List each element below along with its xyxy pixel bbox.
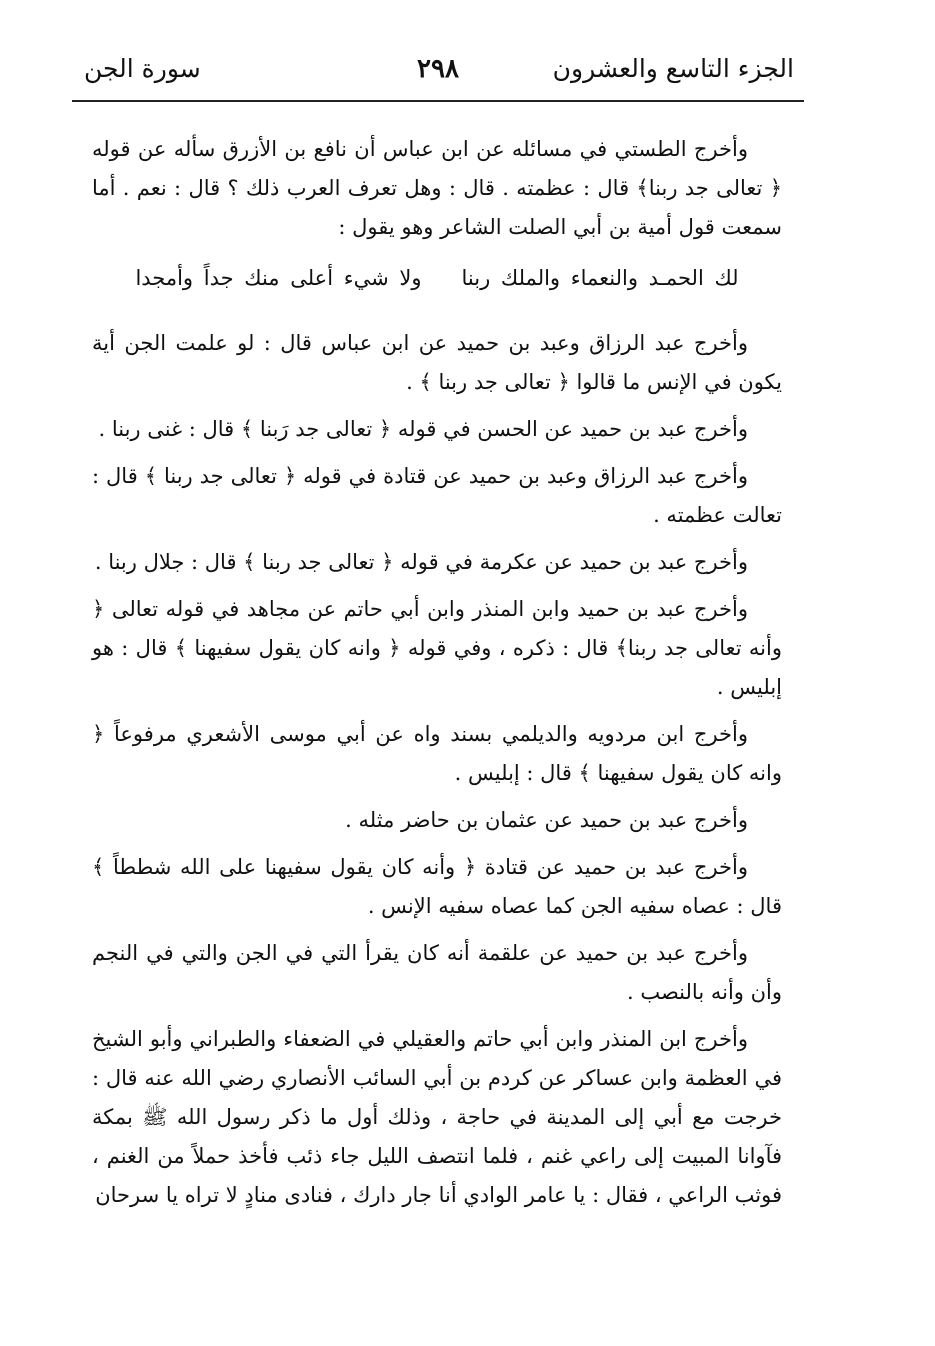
paragraph: وأخرج عبد بن حميد عن عكرمة في قوله ﴿ تعالى جد ربنا ﴾ قال : جلال ربنا . (94, 550, 748, 574)
page-number: ٢٩٨ (417, 54, 459, 84)
paragraph: وأخرج عبد بن حميد عن عثمان بن حاضر مثله . (345, 808, 748, 832)
paragraph: وأخرج ابن مردويه والديلمي بسند واه عن أبي موسى الأشعري مرفوعاً ﴿ وانه كان يقول سفيهنا ﴾ قال : إبليس . (92, 722, 782, 785)
paragraph: وأخرج عبد بن حميد وابن المنذر وابن أبي حاتم عن مجاهد في قوله تعالى ﴿ وأنه تعالى جد ربنا﴾ قال : ذكره ، وفي قوله ﴿ وانه كان يقول سفيهنا ﴾ قال : هو إبليس . (92, 597, 782, 699)
page-header (72, 52, 804, 98)
paragraph: وأخرج عبد بن حميد عن قتادة ﴿ وأنه كان يقول سفيهنا على الله شططاً ﴾ قال : عصاه سفيه الجن كما عصاه سفيه الإنس . (92, 855, 782, 918)
paragraph: وأخرج الطستي في مسائله عن ابن عباس أن نافع بن الأزرق سأله عن قوله ﴿ تعالى جد ربنا﴾ قال : عظمته . قال : وهل تعرف العرب ذلك ؟ قال : نعم . أما سمعت قول أمية بن أبي الصلت الشاعر وهو يقول : (92, 137, 782, 239)
part-title: الجزء التاسع والعشرون (552, 54, 794, 83)
paragraph: وأخرج ابن المنذر وابن أبي حاتم والعقيلي في الضعفاء والطبراني وأبو الشيخ في العظمة وابن عساكر عن كردم بن أبي السائب الأنصاري رضي الله عنه قال : خرجت مع أبي إلى المدينة في حاجة ، وذلك أول ما ذكر رسول الله ﷺ بمكة فآوانا المبيت إلى راعي غنم ، فلما انتصف الليل جاء ذئب فأخذ حملاً من الغنم ، فوثب الراعي ، فقال : يا عامر الوادي أنا جار دارك ، فنادى منادٍ لا تراه يا سرحان (92, 1027, 782, 1207)
poetry-verse (92, 259, 782, 298)
verse-first-hemistich: لك الحمـد والنعماء والملك ربنا (461, 266, 739, 290)
surah-title: سورة الجن (84, 54, 201, 83)
paragraph: وأخرج عبد بن حميد عن علقمة أنه كان يقرأ التي في الجن والتي في النجم وأن وأنه بالنصب . (92, 941, 782, 1004)
paragraph: وأخرج عبد الرزاق وعبد بن حميد عن قتادة في قوله ﴿ تعالى جد ربنا ﴾ قال : تعالت عظمته . (92, 464, 782, 527)
paragraph: وأخرج عبد الرزاق وعبد بن حميد عن ابن عباس قال : لو علمت الجن أية يكون في الإنس ما قالوا ﴿ تعالى جد ربنا ﴾ . (92, 331, 782, 394)
verse-second-hemistich: ولا شيء أعلى منك جداً وأمجدا (135, 266, 422, 290)
page-body (92, 130, 782, 1223)
paragraph: وأخرج عبد بن حميد عن الحسن في قوله ﴿ تعالى جد رَبنا ﴾ قال : غنى ربنا . (98, 417, 748, 441)
header-rule (72, 100, 804, 102)
